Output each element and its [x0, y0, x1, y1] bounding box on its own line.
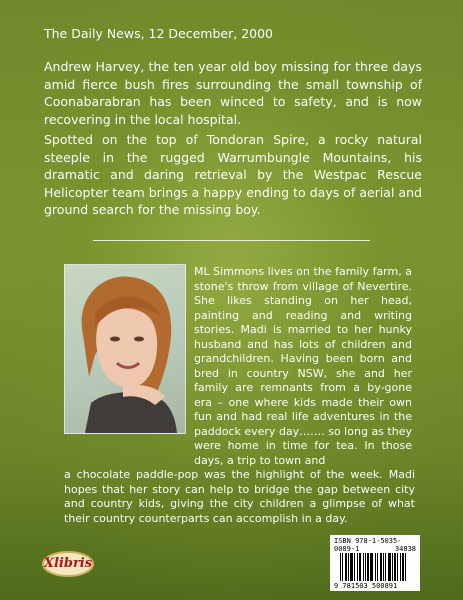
author-bio-side: ML Simmons lives on the family farm, a stone's throw from village of Nevertire. She likes standing on her head, painting and reading and writing stories. Madi is married to her hunky husband and has lots of children and grandchildren. Having been born and bred in country NSW, she and her family are remnants from a by-gone era – one where kids made their own fun and had real life adventures in the paddock every day……. so long as they were home in time for tea. In those days, a trip to town and — [194, 265, 412, 467]
blurb-paragraph-2: Spotted on the top of Tondoran Spire, a rocky natural steeple in the rugged Warrumbungle Mountains, his dramatic and daring retrieval by the Westpac Rescue Helicopter team brings a happy ending to days of aerial and ground search for the missing boy. — [44, 132, 422, 217]
blurb-paragraph-1: Andrew Harvey, the ten year old boy missing for three days amid fierce bush fires surrounding the small township of Coonabarabran has been winced to safety, and is now recovering in the local hospital. — [44, 59, 422, 127]
isbn-text: ISBN 978-1-5035-0089-1 — [334, 537, 402, 553]
author-bio-bottom: a chocolate paddle-pop was the highlight of the week. Madi hopes that her story can help to bridge the gap between city and country kids, giving the city children a glimpse of what their country counterparts can accomplish in a day. — [64, 468, 415, 525]
barcode-digits: 9 781503 500891 — [334, 582, 398, 590]
publisher-logo-text: Xlibris — [43, 556, 93, 571]
dateline: The Daily News, 12 December, 2000 — [44, 26, 274, 41]
price-code: 34838 — [394, 545, 416, 553]
barcode-bars — [340, 553, 416, 581]
author-photo — [64, 264, 186, 434]
divider-line — [93, 240, 370, 241]
barcode-box — [330, 535, 420, 591]
publisher-logo — [41, 549, 95, 579]
